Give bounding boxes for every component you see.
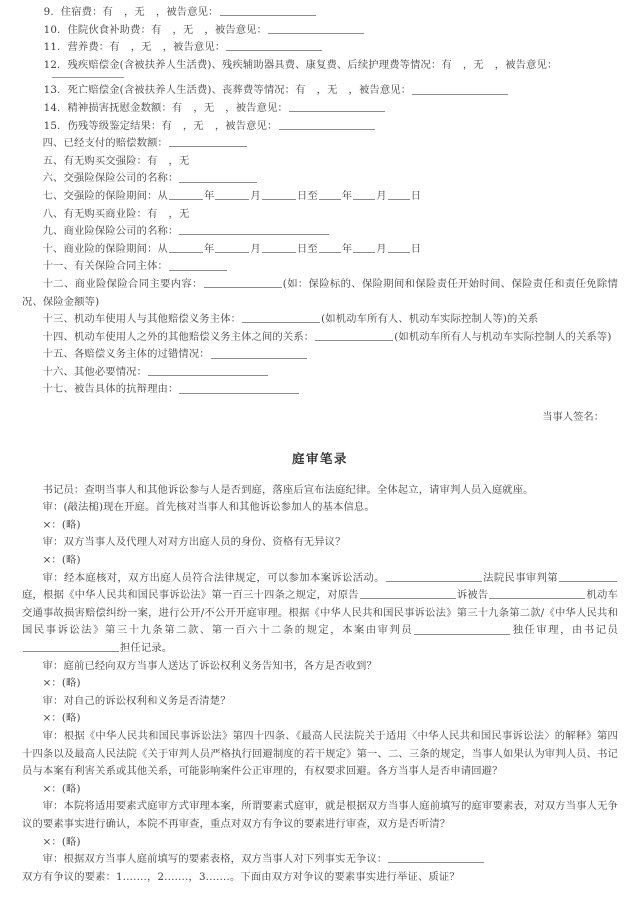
fill-in-blank[interactable]: [179, 225, 329, 235]
unit-month: 月: [250, 242, 261, 255]
speech-text-part-5: 机动车交通事故损害赔偿纠纷一案，进行公开/不公开开庭审理。根据《中华人民共和国民事诉讼法》第三十九条第二款/《中华人民共和国民事诉讼法》第三十九条第二款、第一百六十二条的规定，本案由审判员: [22, 589, 618, 637]
item-sep-no: ，无: [130, 41, 152, 54]
item-text: 有无购买商业险：有: [63, 207, 158, 220]
unit-year: 年: [203, 189, 215, 202]
item-label: 八、: [42, 207, 64, 220]
fill-in-blank-judge[interactable]: [414, 624, 510, 634]
item-number: 14.: [43, 101, 61, 114]
speaker-label: ×：: [42, 554, 62, 567]
fill-in-blank-clerk[interactable]: [23, 642, 119, 652]
roman-item-12: [22, 276, 618, 311]
speech-text: (略): [61, 782, 81, 795]
item-text: 被告具体的抗辩理由：: [73, 383, 179, 396]
item-label: 七、: [42, 189, 64, 202]
item-sep-opinion: ，被告意见：: [225, 101, 288, 114]
item-text: 商业险保险合同主要内容：: [74, 277, 203, 290]
item-text: 其他必要情况：: [73, 365, 148, 378]
fill-in-blank-year[interactable]: [169, 242, 203, 252]
item-label: 十二、: [42, 277, 75, 290]
item-sep-no: ，无: [172, 23, 194, 36]
item-sep-no: ，无: [316, 84, 338, 97]
speech-text: 双方有争议的要素：1.……，2.……，3.……。下面由双方对争议的要素事实进行举证、质证？: [22, 870, 460, 883]
item-sep-no: ，无: [462, 58, 484, 71]
item-label: 十三、: [42, 313, 74, 326]
item-sep-opinion: ，被告意见：: [348, 84, 412, 97]
speech-text: (略): [61, 554, 81, 567]
transcript-omit-4: [22, 710, 618, 728]
speech-text: (略): [61, 677, 81, 690]
roman-item-16: [22, 364, 618, 382]
fill-in-blank-month-end[interactable]: [353, 190, 375, 200]
speaker-label: 审：: [42, 694, 64, 707]
transcript-line-4: [22, 658, 618, 676]
item-text: 精神损害抚慰金数额：有: [67, 101, 183, 114]
item-label: 六、: [42, 172, 64, 185]
fill-in-blank-month-end[interactable]: [353, 242, 375, 252]
speaker-label: 审：: [42, 659, 64, 672]
transcript-omit-1: [22, 517, 618, 535]
item-tail: ，无: [168, 207, 190, 220]
roman-item-8: [22, 206, 618, 224]
item-text: 有无购买交强险：有: [63, 154, 158, 167]
item-sep-opinion: ，被告意见：: [204, 23, 268, 36]
fill-in-blank-plaintiff[interactable]: [360, 589, 456, 599]
item-number: 15.: [43, 119, 61, 132]
speech-text: (略): [61, 835, 81, 848]
item-text: 各赔偿义务主体的过错情况：: [73, 348, 210, 361]
transcript-omit-6: [22, 834, 618, 852]
item-text: 交强险保险公司的名称：: [63, 172, 179, 185]
speaker-label: ×：: [42, 835, 62, 848]
fill-in-blank[interactable]: [315, 330, 393, 340]
unit-day: 日: [410, 189, 422, 202]
damage-items-section: [22, 4, 618, 135]
fill-in-blank[interactable]: [179, 172, 257, 182]
damage-item-13: [22, 82, 618, 100]
item-text: 住院伙食补助费：有: [67, 23, 162, 36]
damage-item-12: [22, 57, 618, 75]
item-label: 十七、: [42, 383, 74, 396]
roman-item-15: [22, 346, 618, 364]
item-number: 9.: [43, 6, 54, 18]
roman-item-10: [22, 241, 618, 259]
damage-item-14: [22, 100, 618, 118]
speech-text-part-6: 独任审理，由书记员: [511, 624, 618, 637]
fill-in-blank-day[interactable]: [262, 242, 296, 252]
speaker-label: 审：: [42, 853, 64, 866]
item-sep-no: ，无: [123, 6, 145, 18]
fill-in-blank[interactable]: [148, 366, 268, 376]
fill-in-blank[interactable]: [211, 348, 307, 358]
roman-item-6: [22, 170, 618, 188]
transcript-line-1: [22, 499, 618, 517]
speech-text: 根据双方当事人庭前填写的要素表格，双方当事人对下列事实无争议：: [63, 853, 388, 866]
fill-in-blank-month[interactable]: [215, 190, 249, 200]
speaker-label: 审：: [42, 800, 64, 813]
item-label: 九、: [42, 225, 64, 238]
fill-in-blank-month[interactable]: [215, 242, 249, 252]
item-tail: (如机动车所有人、机动车实际控制人等)的关系: [321, 313, 539, 326]
speaker-label: 审：: [42, 571, 64, 584]
item-sep-opinion: ，被告意见：: [162, 41, 226, 54]
fill-in-blank[interactable]: [289, 102, 385, 112]
item-text: 机动车使用人与其他赔偿义务主体：: [73, 313, 242, 326]
unit-day-to: 日至: [296, 189, 318, 202]
item-tail: ，无: [168, 154, 190, 167]
fill-in-blank-year[interactable]: [169, 190, 203, 200]
item-label: 十五、: [42, 348, 74, 361]
damage-item-9: [22, 4, 618, 22]
item-text: 住宿费：有: [60, 6, 113, 18]
transcript-line-clerk: [22, 482, 618, 500]
item-text: 有关保险合同主体：: [73, 260, 168, 273]
speech-text: 双方当事人及代理人对对方出庭人员的身份、资格有无异议？: [63, 536, 346, 549]
transcript-section: [22, 482, 618, 887]
speech-text-part-1: 经本庭核对，双方出庭人员符合法律规定，可以参加本案诉讼活动。: [64, 571, 385, 584]
fill-in-blank-undisputed-facts[interactable]: [388, 853, 484, 863]
fill-in-blank[interactable]: [226, 41, 322, 51]
unit-day-to: 日至: [296, 242, 318, 255]
roman-item-7: [22, 188, 618, 206]
item-sep-opinion: ，被告意见：: [214, 119, 278, 132]
item-tail: (如机动车所有人与机动车实际控制人的关系等): [394, 330, 612, 343]
fill-in-blank-division[interactable]: [559, 571, 617, 581]
speech-text: 对自己的诉讼权利和义务是否清楚？: [63, 694, 231, 707]
item-label: 四、: [42, 137, 64, 150]
fill-in-blank[interactable]: [220, 6, 316, 16]
transcript-line-5: [22, 693, 618, 711]
fill-in-blank-wrapped[interactable]: [52, 77, 124, 78]
fill-in-blank[interactable]: [268, 23, 364, 33]
speech-text: 查明当事人和其他诉讼参与人是否到庭，落座后宣布法庭纪律。全体起立，请审判人员入庭就座。: [84, 483, 534, 496]
fill-in-blank[interactable]: [169, 137, 247, 147]
speaker-label: ×：: [42, 782, 62, 795]
unit-year: 年: [341, 189, 353, 202]
item-text: 机动车使用人之外的其他赔偿义务主体之间的关系：: [73, 330, 315, 343]
fill-in-blank[interactable]: [169, 260, 227, 270]
speech-text: 本院将适用要素式庭审方式审理本案，所谓要素式庭审，就是根据双方当事人庭前填写的庭审要素表，对双方当事人无争议的要素事实进行确认，本院不再审查，重点对双方有争议的要素进行审查，双方是否听清？: [22, 800, 618, 830]
unit-month: 月: [250, 189, 261, 202]
damage-item-11: [22, 39, 618, 57]
fill-in-blank-year-end[interactable]: [319, 190, 341, 200]
roman-items-section: [22, 135, 618, 399]
fill-in-blank[interactable]: [412, 84, 508, 94]
fill-in-blank-day[interactable]: [262, 190, 296, 200]
item-number: 12.: [43, 58, 61, 71]
speaker-label: ×：: [42, 712, 62, 725]
item-sep-no: ，无: [193, 101, 215, 114]
roman-item-4: [22, 135, 618, 153]
item-text: 已经支付的赔偿数额：: [63, 137, 168, 150]
speech-text-part-4: 诉被告: [456, 589, 489, 602]
damage-item-10: [22, 22, 618, 40]
roman-item-17: [22, 381, 618, 399]
damage-item-15: [22, 118, 618, 136]
speaker-label: 书记员：: [42, 483, 85, 496]
item-sep-opinion: ，被告意见：: [155, 6, 219, 18]
item-tail: (如：保险标的、保险期间和保险责任开始时间、保险责任和责任免除情况、保险金额等): [22, 277, 618, 308]
fill-in-blank-day-end[interactable]: [388, 242, 410, 252]
fill-in-blank[interactable]: [279, 119, 375, 129]
item-label: 十、: [42, 242, 64, 255]
party-signature-label: 当事人签名：: [542, 411, 604, 424]
item-number: 11.: [43, 41, 61, 54]
speaker-label: ×：: [42, 518, 62, 531]
unit-day: 日: [410, 242, 422, 255]
item-label: 五、: [42, 154, 64, 167]
item-text: 残疾赔偿金(含被扶养人生活费)、残疾辅助器具费、康复费、后续护理费等情况：有: [67, 58, 452, 71]
speech-text: 根据《中华人民共和国民事诉讼法》第四十四条、《最高人民法院关于适用〈中华人民共和国民事诉讼法〉的解释》第四十四条以及最高人民法院《关于审判人员严格执行回避制度的若干规定》第一、二、三条的规定，当事人如果认为审判人员、书记员与本案有利害关系或其他关系，可能影响案件公正审理的，有权要求回避。各方当事人是否申请回避？: [22, 729, 618, 778]
transcript-omit-2: [22, 552, 618, 570]
fill-in-blank[interactable]: [204, 278, 282, 288]
transcript-line-6: [22, 728, 618, 781]
roman-item-9: [22, 223, 618, 241]
item-text: 交强险的保险期间：从: [63, 189, 168, 202]
item-sep-no: ，无: [182, 119, 204, 132]
roman-item-11: [22, 258, 618, 276]
speaker-label: 审：: [42, 729, 64, 742]
unit-month: 月: [376, 242, 387, 255]
item-text: 商业险的保险期间：从: [63, 242, 168, 255]
unit-year: 年: [203, 242, 215, 255]
speech-text-part-2: 法院民事审判第: [482, 571, 558, 584]
item-sep-opinion: ，被告意见：: [494, 58, 558, 71]
roman-item-14: [22, 329, 618, 347]
speech-text: 庭前已经向双方当事人送达了诉讼权利义务告知书，各方是否收到？: [63, 659, 377, 672]
transcript-line-8: [22, 851, 618, 869]
fill-in-blank[interactable]: [179, 383, 299, 393]
roman-item-5: [22, 153, 618, 171]
fill-in-blank[interactable]: [242, 313, 320, 323]
roman-item-13: [22, 311, 618, 329]
transcript-omit-3: [22, 675, 618, 693]
transcript-line-3: [22, 570, 618, 658]
page-title: 庭审笔录: [292, 450, 348, 466]
item-text: 商业险保险公司的名称：: [63, 225, 179, 238]
speech-text: (略): [61, 712, 81, 725]
transcript-omit-5: [22, 781, 618, 799]
fill-in-blank-defendant[interactable]: [489, 589, 585, 599]
fill-in-blank-day-end[interactable]: [388, 190, 410, 200]
transcript-line-2: [22, 534, 618, 552]
speech-text-part-3: 庭，根据《中华人民共和国民事诉讼法》第一百三十四条之规定，对原告: [22, 589, 359, 602]
fill-in-blank-year-end[interactable]: [319, 242, 341, 252]
item-label: 十四、: [42, 330, 74, 343]
item-number: 10.: [43, 23, 61, 36]
speaker-label: 审：: [42, 536, 64, 549]
item-text: 死亡赔偿金(含被扶养人生活费)、丧葬费等情况：有: [67, 84, 306, 97]
transcript-line-7: [22, 798, 618, 833]
item-text: 营养费：有: [67, 41, 120, 54]
speech-text-part-7: 担任记录。: [120, 642, 173, 654]
transcript-line-9: [22, 869, 618, 887]
item-label: 十六、: [42, 365, 74, 378]
speaker-label: ×：: [42, 677, 62, 690]
speech-text: (敲法槌)现在开庭。首先核对当事人和其他诉讼参加人的基本信息。: [63, 501, 375, 514]
speaker-label: 审：: [42, 501, 64, 514]
item-label: 十一、: [42, 260, 74, 273]
unit-month: 月: [376, 189, 387, 202]
fill-in-blank-court[interactable]: [386, 571, 482, 581]
unit-year: 年: [341, 242, 353, 255]
speech-text: (略): [61, 518, 81, 531]
item-number: 13.: [43, 84, 61, 97]
item-text: 伤残等级鉴定结果：有: [67, 119, 172, 132]
